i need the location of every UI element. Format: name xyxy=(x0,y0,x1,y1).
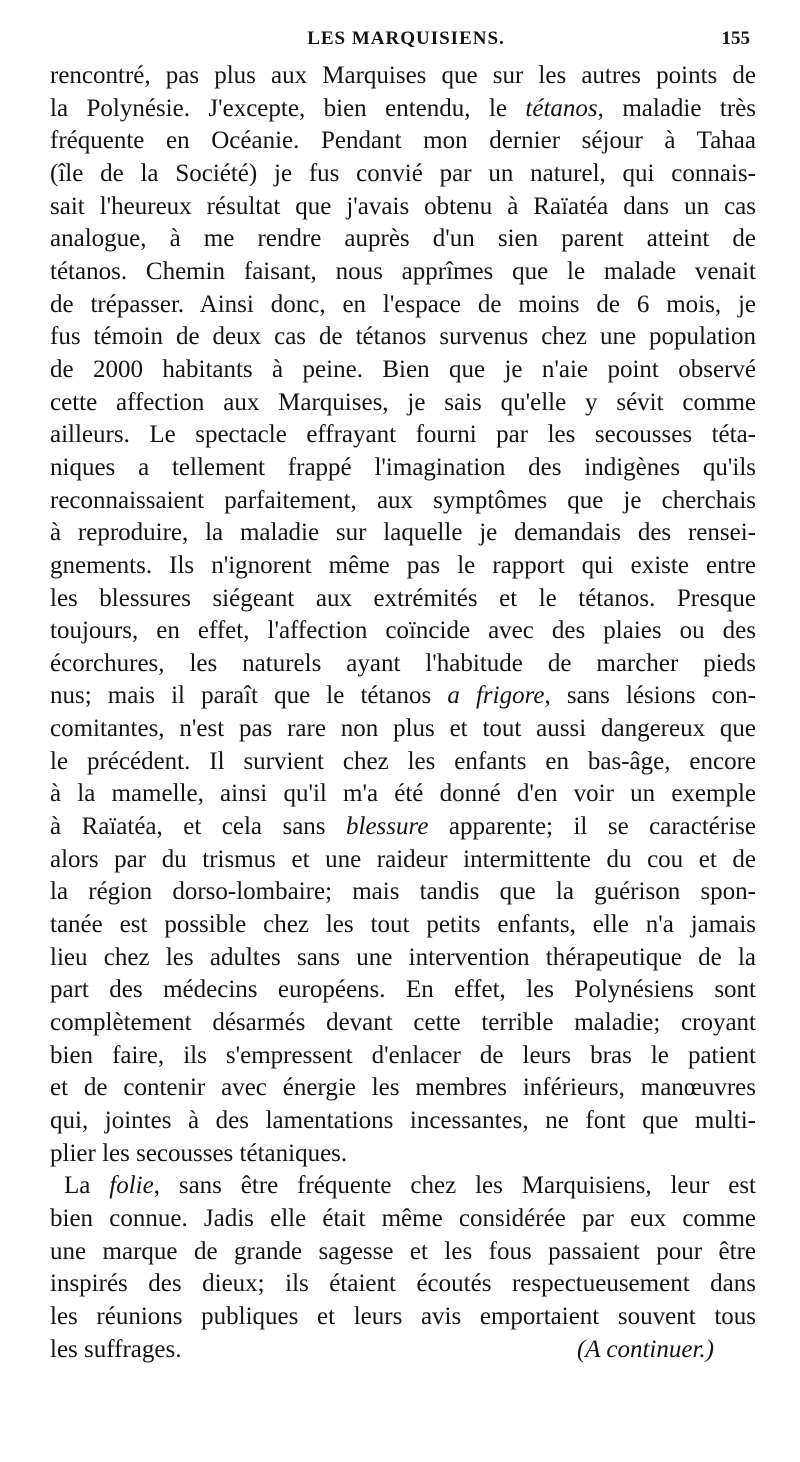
text-line: lieu chez les adultes sans une intervention thérapeutique de la xyxy=(50,943,756,971)
text-line: de 2000 habitants à peine. Bien que je n'aie point observé xyxy=(50,355,756,383)
text-line: La folie, sans être fréquente chez les Marquisiens, leur est xyxy=(64,1172,756,1200)
text-line: fus témoin de deux cas de tétanos survenus chez une population xyxy=(50,323,756,351)
italic-term: blessure xyxy=(346,813,429,841)
text-line: fréquente en Océanie. Pendant mon dernier séjour à Tahaa xyxy=(50,127,756,155)
italic-term: a frigore xyxy=(447,682,545,710)
text-line: alors par du trismus et une raideur intermittente du cou et de xyxy=(50,845,756,873)
text-line: le précédent. Il survient chez les enfants en bas-âge, encore xyxy=(50,747,756,775)
text-line: plier les secousses tétaniques. xyxy=(50,1139,348,1167)
text-line xyxy=(50,1334,756,1367)
text-line: de trépasser. Ainsi donc, en l'espace de moins de 6 mois, je xyxy=(50,290,756,318)
text-line: part des médecins européens. En effet, les Polynésiens sont xyxy=(50,976,756,1004)
text-line: à la mamelle, ainsi qu'il m'a été donné d'en voir un exemple xyxy=(50,780,756,808)
text-line: tanée est possible chez les tout petits enfants, elle n'a jamais xyxy=(50,911,756,939)
page-number: 155 xyxy=(721,28,750,49)
italic-term: folie xyxy=(109,1172,154,1200)
paragraph-tetanos xyxy=(50,60,756,1170)
text-line: reconnaissaient parfaitement, aux symptômes que je cherchais xyxy=(50,486,756,514)
text-line: bien faire, ils s'empressent d'enlacer de leurs bras le patient xyxy=(50,1041,756,1069)
text-line: les réunions publiques et leurs avis emportaient souvent tous xyxy=(50,1302,756,1330)
text-line: bien connue. Jadis elle était même considérée par eux comme xyxy=(50,1204,756,1232)
text-line: rencontré, pas plus aux Marquises que sur les autres points de xyxy=(50,62,756,89)
text-line: la Polynésie. J'excepte, bien entendu, le tétanos, maladie très xyxy=(50,94,756,122)
page-header xyxy=(52,28,760,58)
text-line: inspirés des dieux; ils étaient écoutés respectueusement dans xyxy=(50,1270,756,1298)
text-line: à reproduire, la maladie sur laquelle je demandais des rensei- xyxy=(50,519,756,547)
text-line: toujours, en effet, l'affection coïncide avec des plaies ou des xyxy=(50,617,756,645)
text-line-end: les suffrages. xyxy=(50,1335,182,1363)
text-line: les blessures siégeant aux extrémités et le tétanos. Presque xyxy=(50,584,756,612)
text-line: à Raïatéa, et cela sans blessure apparente; il se caractérise xyxy=(50,813,756,841)
running-head: LES MARQUISIENS. xyxy=(307,28,505,49)
paragraph-folie xyxy=(50,1170,756,1366)
text-line: qui, jointes à des lamentations incessantes, ne font que multi- xyxy=(50,1107,756,1134)
text-line: nus; mais il paraît que le tétanos a frigore, sans lésions con- xyxy=(50,682,756,710)
text-line: ailleurs. Le spectacle effrayant fourni par les secousses téta- xyxy=(50,421,756,449)
text-line: la région dorso-lombaire; mais tandis que la guérison spon- xyxy=(50,878,756,906)
continuation-note: (A continuer.) xyxy=(576,1335,714,1363)
text-line: cette affection aux Marquises, je sais qu'elle y sévit comme xyxy=(50,388,756,416)
text-line: gnements. Ils n'ignorent même pas le rapport qui existe entre xyxy=(50,551,756,579)
text-line: et de contenir avec énergie les membres inférieurs, manœuvres xyxy=(50,1074,756,1102)
text-line: tétanos. Chemin faisant, nous apprîmes que le malade venait xyxy=(50,257,756,285)
text-line: (île de la Société) je fus convié par un naturel, qui connais- xyxy=(50,159,756,187)
body-text xyxy=(50,60,756,1366)
text-line: niques a tellement frappé l'imagination des indigènes qu'ils xyxy=(50,453,756,481)
text-line: analogue, à me rendre auprès d'un sien parent atteint de xyxy=(50,225,756,253)
text-line: sait l'heureux résultat que j'avais obtenu à Raïatéa dans un cas xyxy=(50,192,756,220)
text-line: complètement désarmés devant cette terrible maladie; croyant xyxy=(50,1009,756,1037)
text-line: écorchures, les naturels ayant l'habitude de marcher pieds xyxy=(50,649,756,677)
italic-term: tétanos xyxy=(525,94,598,122)
text-line: comitantes, n'est pas rare non plus et tout aussi dangereux que xyxy=(50,715,756,743)
text-line: une marque de grande sagesse et les fous passaient pour être xyxy=(50,1237,756,1265)
